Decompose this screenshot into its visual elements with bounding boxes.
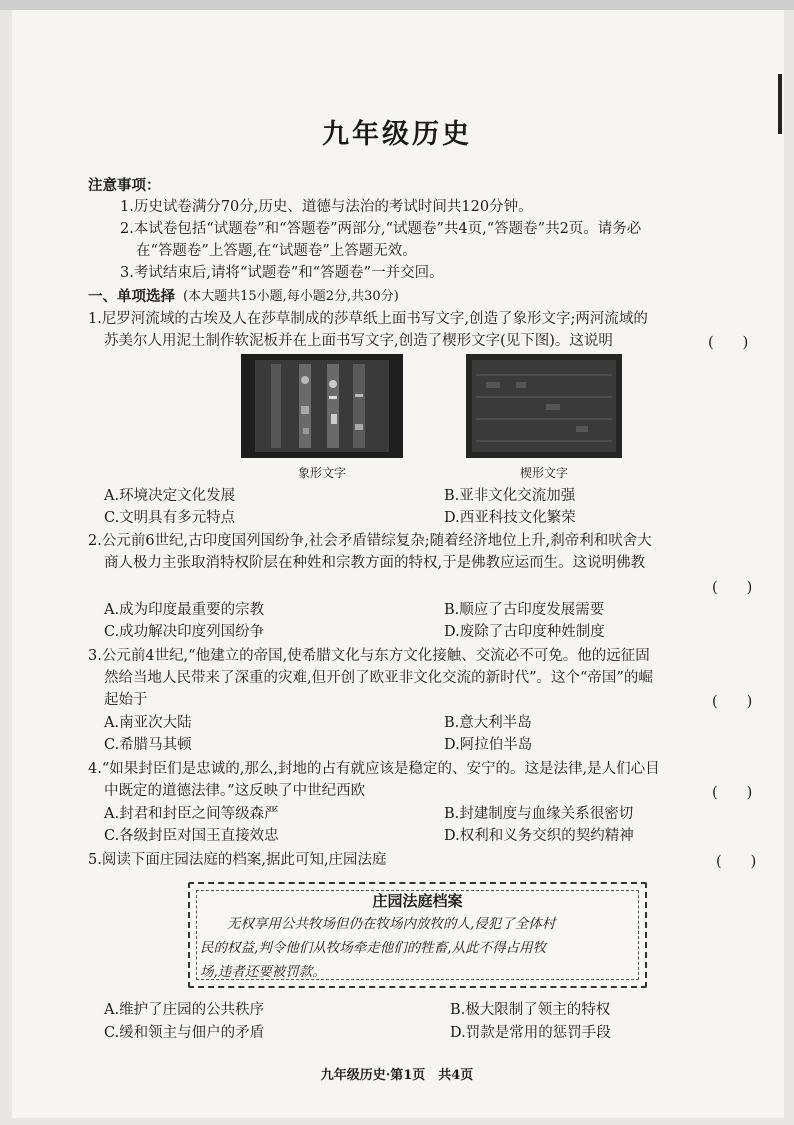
option-c[interactable]: C.成功解决印度列国纷争	[104, 624, 265, 640]
option-a[interactable]: A.成为印度最重要的宗教	[104, 602, 265, 618]
box-line: 民的权益,判令他们从牧场牵走他们的牲畜,从此不得占用牧	[200, 940, 547, 956]
option-b[interactable]: B.亚非文化交流加强	[444, 488, 576, 504]
option-d[interactable]: D.废除了古印度种姓制度	[444, 624, 605, 640]
image-caption: 象形文字	[297, 466, 346, 480]
notice-item: 2.本试卷包括“试题卷”和“答题卷”两部分,“试题卷”共4页,“答题卷”共2页。请务必	[120, 221, 642, 237]
option-b[interactable]: B.封建制度与血缘关系很密切	[444, 806, 634, 822]
answer-paren: ( )	[716, 854, 757, 870]
option-b[interactable]: B.意大利半岛	[444, 715, 532, 731]
option-a[interactable]: A.封君和封臣之间等级森严	[104, 806, 279, 822]
box-text	[200, 912, 620, 984]
box-line: 无权享用公共牧场但仍在牧场内放牧的人,侵犯了全体村	[200, 916, 556, 932]
answer-paren: ( )	[712, 580, 753, 596]
question-text: 3.公元前4世纪,“他建立的帝国,使希腊文化与东方文化接触、交流必不可免。他的远征固	[88, 648, 650, 664]
option-c[interactable]: C.缓和领主与佃户的矛盾	[104, 1025, 265, 1041]
question-text: 4.“如果封臣们是忠诚的,那么,封地的占有就应该是稳定的、安宁的。这是法律,是人们心目	[88, 761, 660, 777]
option-d[interactable]: D.西亚科技文化繁荣	[444, 510, 576, 526]
option-a[interactable]: A.维护了庄园的公共秩序	[104, 1002, 265, 1018]
box-line: 场,违者还要被罚款。	[200, 964, 326, 980]
section-heading: 一、单项选择	[88, 288, 175, 305]
hieroglyph-image	[241, 354, 403, 458]
answer-paren: ( )	[712, 694, 753, 710]
question-text: 起始于	[104, 692, 148, 708]
option-d[interactable]: D.权利和义务交织的契约精神	[444, 828, 634, 844]
image-caption: 楔形文字	[519, 466, 568, 480]
question-text: 商人极力主张取消特权阶层在种姓和宗教方面的特权,于是佛教应运而生。这说明佛教	[104, 555, 646, 571]
cuneiform-image	[466, 354, 622, 458]
option-b[interactable]: B.顺应了古印度发展需要	[444, 602, 605, 618]
notice-heading: 注意事项：	[88, 177, 161, 194]
notice-item: 1.历史试卷满分70分,历史、道德与法治的考试时间共120分钟。	[120, 199, 533, 215]
notice-item: 3.考试结束后,请将“试题卷”和“答题卷”一并交回。	[120, 265, 444, 281]
option-c[interactable]: C.各级封臣对国王直接效忠	[104, 828, 279, 844]
page-footer: 九年级历史·第1页 共4页	[320, 1068, 474, 1083]
box-title: 庄园法庭档案	[372, 892, 463, 910]
question-text: 5.阅读下面庄园法庭的档案,据此可知,庄园法庭	[88, 852, 387, 868]
option-c[interactable]: C.文明具有多元特点	[104, 510, 236, 526]
notice-item: 在“答题卷”上答题,在“试题卷”上答题无效。	[136, 243, 417, 259]
option-d[interactable]: D.罚款是常用的惩罚手段	[450, 1025, 611, 1041]
scan-top-band	[0, 0, 794, 10]
question-text: 2.公元前6世纪,古印度国列国纷争,社会矛盾错综复杂;随着经济地位上升,刹帝利和吠舍大	[88, 533, 652, 549]
option-b[interactable]: B.极大限制了领主的特权	[450, 1002, 611, 1018]
question-text: 1.尼罗河流域的古埃及人在莎草制成的莎草纸上面书写文字,创造了象形文字;两河流域的	[88, 311, 648, 327]
option-a[interactable]: A.南亚次大陆	[104, 715, 192, 731]
page-title: 九年级历史	[322, 119, 472, 150]
question-text: 中既定的道德法律。”这反映了中世纪西欧	[104, 783, 366, 799]
manor-court-record-box	[188, 882, 647, 988]
option-d[interactable]: D.阿拉伯半岛	[444, 737, 533, 753]
answer-paren: ( )	[708, 335, 749, 351]
question-text: 苏美尔人用泥土制作软泥板并在上面书写文字,创造了楔形文字(见下图)。这说明	[104, 333, 613, 349]
option-a[interactable]: A.环境决定文化发展	[104, 488, 236, 504]
option-c[interactable]: C.希腊马其顿	[104, 737, 192, 753]
section-note: (本大题共15小题,每小题2分,共30分)	[183, 289, 399, 304]
answer-paren: ( )	[712, 785, 753, 801]
question-text: 然给当地人民带来了深重的灾难,但开创了欧亚非文化交流的新时代”。这个“帝国”的崛	[104, 670, 653, 686]
